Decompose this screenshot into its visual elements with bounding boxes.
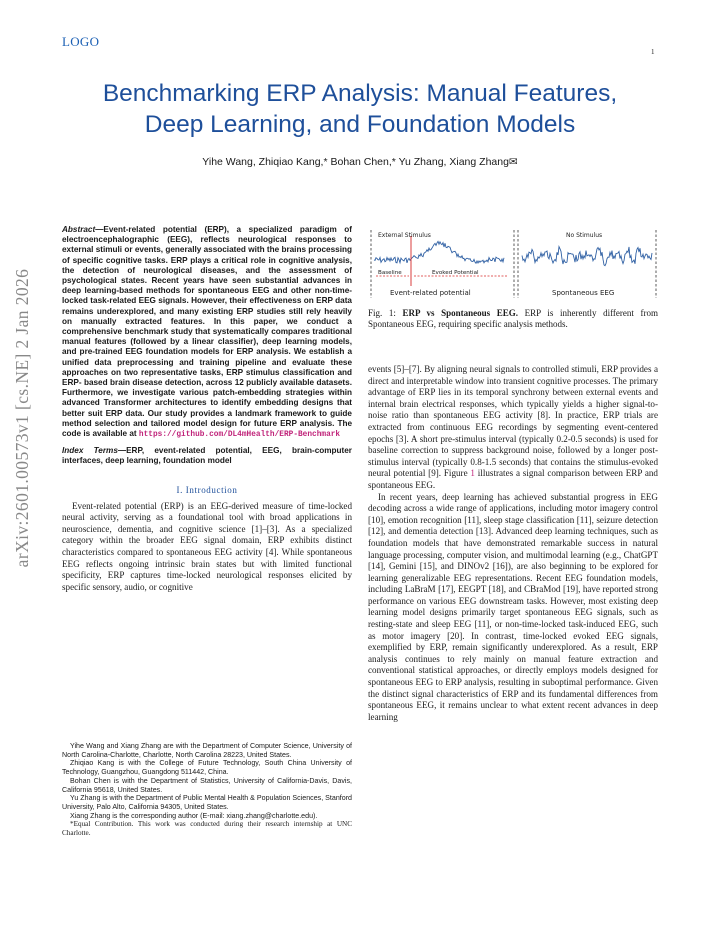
label-spontaneous-eeg: Spontaneous EEG [552, 289, 615, 297]
spontaneous-waveform [522, 247, 652, 266]
footnote-affiliation-2: Zhiqiao Kang is with the College of Future Technology, South China University of Technology, Guangzhou, Guangdong 511442, China. [62, 759, 352, 777]
label-erp: Event-related potential [390, 289, 471, 297]
footnote-equal-contribution: *Equal Contribution. This work was conducted during their research internship at UNC Charlotte. [62, 820, 352, 838]
label-baseline: Baseline [378, 270, 402, 276]
figure-ref-link[interactable]: 1 [470, 468, 475, 479]
figure-erp-vs-spontaneous [368, 228, 660, 306]
code-link[interactable]: https://github.com/DL4mHealth/ERP-Benchmark [138, 431, 341, 440]
title-line-1: Benchmarking ERP Analysis: Manual Features, [102, 80, 618, 107]
abstract-text: Event-related potential (ERP), a specialized paradigm of electroencephalographic (EEG), reflects neurological responses to external stimuli or events, generally associated with the brains processing of specific cognitive tasks. ERP plays a critical role in cognitive analysis, the detection of neurological diseases, and the assessment of psychological states. Recent years have seen substantial advances in deep learning-based methods for spontaneous EEG and other non-time-locked task-related EEG signals. However, their effectiveness on ERP data remains underexplored, and many existing ERP studies still rely heavily on manually extracted features. In this paper, we conduct a comprehensive benchmark study that systematically compares traditional manual features (followed by a linear classifier), deep learning models, and pre-trained EEG foundation models for ERP analysis. We establish a unified data preprocessing and training pipeline and evaluate these approaches on two representative tasks, ERP stimulus classification and ERP- based brain disease detection, across 12 publicly available datasets. Furthermore, we investigate various patch-embedding strategies within advanced Transformer architectures to identify embedding designs that better suit ERP data. Our study provides a landmark framework to guide method selection and tailored model design for future ERP analysis. The code is available at [62, 225, 352, 439]
footnote-affiliation-3: Bohan Chen is with the Department of Statistics, University of California-Davis, Davis, California 95618, United States. [62, 776, 352, 794]
index-terms [62, 446, 352, 466]
footnote-affiliation-4: Yu Zhang is with the Department of Public Mental Health & Population Sciences, Stanford University, Palo Alto, California 94305, United States. [62, 794, 352, 811]
caption-prefix: Fig. 1: [368, 308, 403, 318]
footnote-corresponding: Xiang Zhang is the corresponding author (E-mail: xiang.zhang@charlotte.edu). [70, 811, 318, 820]
footnote-affiliation-1: Yihe Wang and Xiang Zhang are with the Department of Computer Science, University of North Carolina-Charlotte, Charlotte, North Carolina 28223, United States. [62, 742, 352, 759]
section-heading-introduction: I. Introduction [176, 484, 238, 495]
page-number: 1 [651, 48, 655, 56]
journal-logo: LOGO [62, 34, 100, 49]
caption-text: ERP is inherently different from Spontaneous EEG, requiring specific analysis methods. [368, 308, 658, 330]
erp-waveform [374, 241, 504, 263]
index-terms-text: ERP, event-related potential, EEG, brain-computer interfaces, deep learning, foundation model [62, 446, 352, 466]
right-p1-a: events [5]–[7]. By aligning neural signals to controlled stimuli, ERP provides a direct and interpretable window into transient cognitive processes. The primary advantage of ERP lies in its temporal synchrony between external events and internal brain electrical responses, which typically yields a higher signal-to-noise ratio than spontaneous EEG activity [8]. In practice, ERP trials are extracted from continuous EEG recordings by segmenting event-centered epochs [3]. A short pre-stimulus interval (typically 0.2-0.5 seconds) is used for baseline correction to suppress background noise, followed by a longer post-stimulus interval (typically 0.8-1.5 seconds) that contains the stimulus-evoked neural potential [9]. Figure [368, 364, 658, 479]
abstract [62, 225, 352, 440]
footnotes [62, 742, 352, 838]
right-column-body [368, 364, 658, 723]
caption-bold: ERP vs Spontaneous EEG. [402, 308, 519, 318]
label-evoked-potential: Evoked Potential [432, 270, 479, 276]
author-list: Yihe Wang, Zhiqiao Kang,* Bohan Chen,* Yu Zhang, Xiang Zhang✉ [202, 156, 518, 168]
figure-caption [368, 308, 658, 331]
label-external-stimulus: External Stimulus [378, 232, 431, 239]
index-terms-label: Index Terms— [62, 446, 127, 456]
right-p1-b: illustrates a signal comparison between ERP and spontaneous EEG. [368, 468, 658, 490]
arxiv-identifier: arXiv:2601.00573v1 [cs.NE] 2 Jan 2026 [12, 268, 32, 568]
paper-title [40, 78, 680, 140]
abstract-label: Abstract— [62, 225, 104, 234]
title-line-2: Deep Learning, and Foundation Models [144, 111, 576, 138]
right-paragraph-1 [368, 364, 658, 492]
label-no-stimulus: No Stimulus [566, 232, 603, 239]
left-column [62, 225, 352, 593]
intro-paragraph: Event-related potential (ERP) is an EEG-derived measure of time-locked neural activity, serving as a foundational tool with broad applications in neuroscience, dementia, and cognitive science [1]–[3]. As a specialized category within the broader EEG signal domain, ERP exhibits distinct characteristics compared to spontaneous EEG activity [4]. While spontaneous EEG reflects ongoing intrinsic brain states but with limited functional specificity, ERP captures time-locked neurological responses elicited by specific sensory, audio, or cognitive [62, 500, 352, 592]
right-paragraph-2: In recent years, deep learning has achieved substantial progress in EEG decoding across a wide range of applications, including motor imagery control [10], emotion recognition [11], sleep stage classification [11], seizure detection [12], and dementia detection [13]. Advanced deep learning techniques, such as foundation models that have demonstrated remarkable success in natural language processing, computer vision, and multimodal learning (e.g., ChatGPT [14], Gemini [15], and DINOv2 [16]), are also beginning to be explored for learning generalizable EEG representations. Recent EEG foundation models, including LaBraM [17], EEGPT [18], and CBraMod [19], have reported strong performance on various EEG downstream tasks. However, most existing deep learning model designs primarily target spontaneous EEG signals, such as resting-state and sleep EEG [11], or non-time-locked task-induced EEG, such as motor imagery [20]. In contrast, time-locked evoked EEG signals, exemplified by ERP, remain significantly underexplored. As a result, ERP analysis continues to rely mainly on manual feature extraction and conventional statistical approaches, or directly employs models designed for spontaneous EEG to ERP analysis, resulting in suboptimal performance. Given the distinct signal characteristics of ERP and its fundamental differences from spontaneous EEG, it remains unclear to what extent recent advances in deep learning [368, 491, 658, 722]
